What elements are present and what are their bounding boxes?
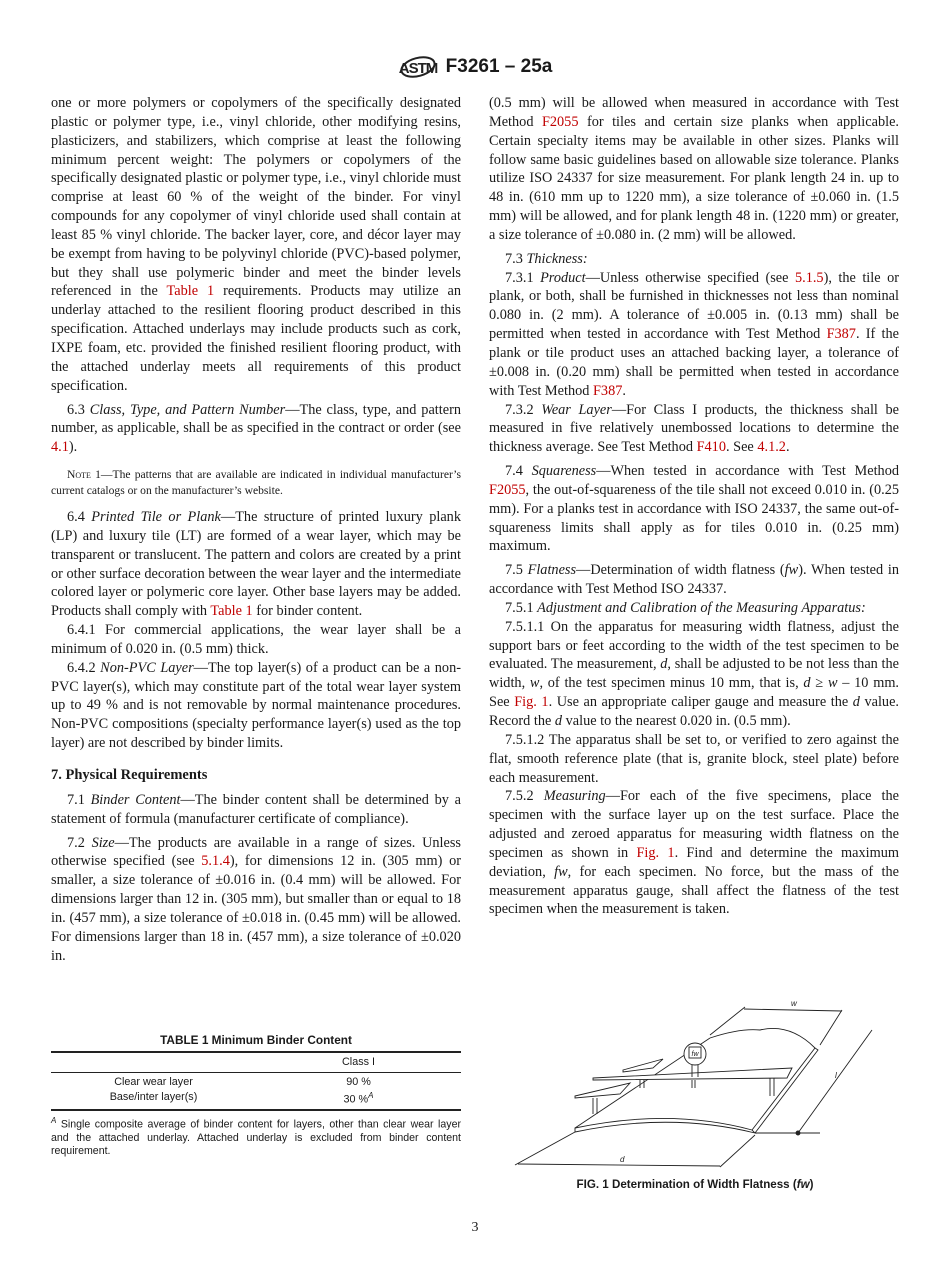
text: 6.4.2 (67, 659, 101, 676)
paragraph (489, 250, 899, 269)
italic-text: d (852, 694, 860, 711)
table-1 (51, 1033, 461, 1158)
text: 7.5 (505, 562, 528, 579)
italic-text: d (554, 713, 563, 729)
cross-reference-link[interactable]: 5.1.5 (794, 269, 824, 286)
paragraph (489, 462, 899, 556)
italic-text: w (529, 675, 540, 692)
text: (0.5 mm) will be allowed when measured in accordance with Test Method (489, 95, 899, 130)
document-designation: F3261 – 25a (445, 56, 553, 77)
text: , the out-of-squareness of the tile shall not exceed 0.010 in. (0.25 mm). For a planks test in accordance with ISO 24337, the same out-of-squareness limits shall apply as for tiles 0.010 in. (0.25 mm) maximum. (489, 481, 899, 555)
cross-reference-link[interactable]: Table 1 (210, 603, 253, 620)
gauge-label: fw (691, 1051, 699, 1058)
dimension-w-label: w (791, 999, 797, 1008)
text: , for each specimen. No force, but the mass of the measurement apparatus gauge, shall affect the flatness of the test specimen when the measurement is taken. (489, 863, 899, 918)
paragraph (51, 659, 461, 753)
text: . (785, 439, 790, 456)
text: ), the tile or plank, or both, shall be furnished in thicknesses not less than nominal 0.080 in. (2 mm). A tolerance of ±0.005 in. (0.13 mm) shall be permitted when tested in accordance with Test Method (489, 269, 899, 343)
text: . Use an appropriate caliper gauge and measure the (548, 694, 853, 711)
cross-reference-link[interactable]: 5.1.4 (201, 853, 230, 870)
text: —Unless otherwise specified (see (585, 269, 795, 286)
text: 6.4 (67, 509, 92, 526)
italic-text: Size (91, 834, 115, 851)
text: – 10 mm. See (489, 675, 900, 711)
cross-reference-link[interactable]: F2055 (541, 113, 579, 130)
text: . (622, 382, 626, 399)
table-caption: TABLE 1 Minimum Binder Content (160, 1033, 352, 1047)
dimension-d-label: d (620, 1155, 625, 1164)
page-number: 3 (471, 1220, 479, 1235)
italic-text: fw (554, 863, 568, 880)
italic-text: Squareness (531, 463, 597, 480)
table-row (51, 1073, 461, 1090)
text: —When tested in accordance with Test Method (596, 463, 899, 480)
note-label: Note (67, 468, 91, 482)
paragraph (489, 618, 899, 731)
table-row (51, 1089, 461, 1110)
paragraph (489, 787, 899, 919)
row-label: Base/inter layer(s) (51, 1089, 256, 1110)
text: 7.3.1 (505, 269, 541, 286)
paragraph (51, 834, 461, 966)
text: —The products are available in a range of sizes. Unless otherwise specified (see (51, 834, 461, 870)
cross-reference-link[interactable]: 4.1.2 (757, 439, 786, 456)
row-value: 90 % (346, 1076, 371, 1088)
italic-text: w (827, 675, 838, 692)
cross-reference-link[interactable]: 4.1 (51, 439, 69, 456)
cross-reference-link[interactable]: F410 (696, 439, 726, 456)
italic-text: fw (784, 562, 799, 579)
text: 7.3 (505, 250, 527, 267)
italic-text: d (660, 656, 668, 673)
text: one or more polymers or copolymers of the specifically designated plastic or polymer type, i.e., vinyl chloride, other modifying resins, plasticizers, and stabilizers, which comprise at least the following minimum percent weight: The polymers or copolymers of the specifically designated plastic or polymer type, i.e., vinyl chloride must comprise at least 60 % of the weight of the binder. For vinyl compounds for any copolymer of vinyl chloride used shall contain at least 85 % vinyl chloride. The backer layer, core, and décor layer may be exempt from having to be polyvinyl chloride (PVC)-based polymer, but they shall use polymeric binder and meet the binder levels referenced in the (51, 95, 461, 300)
cross-reference-link[interactable]: Fig. 1 (636, 844, 675, 861)
paragraph (489, 599, 899, 618)
paragraph (489, 731, 899, 788)
column-header: Class I (256, 1052, 461, 1073)
text: 7.1 (67, 791, 91, 808)
paragraph (51, 401, 461, 458)
binder-table (51, 1051, 461, 1111)
text: —For each of the five specimens, place the specimen with the surface layer up on the test surface. Place the adjusted and zeroed apparatus for measuring width flatness on the specimen as shown in (489, 788, 899, 861)
text: —The class, type, and pattern number, as applicable, shall be as specified in the contract or order (see (51, 401, 461, 437)
note (51, 467, 461, 498)
text: . If the plank or tile product uses an attached backing layer, a tolerance of ±0.008 in. (0.20 mm) shall be permitted when tested in accordance with Test Method (489, 326, 899, 399)
italic-text: Adjustment and Calibration of the Measuring Apparatus: (537, 599, 866, 616)
cross-reference-link[interactable]: F387 (592, 382, 623, 399)
text: , shall be adjusted to be not less than the width, (489, 656, 899, 692)
text: 7.3.2 (505, 401, 542, 418)
text: . See (725, 439, 758, 456)
section-heading (51, 766, 461, 785)
italic-text: Thickness: (526, 250, 588, 267)
text: 7.5.1 (505, 599, 538, 616)
cross-reference-link[interactable]: Fig. 1 (514, 694, 549, 711)
text: . Find and determine the maximum deviation, (489, 844, 899, 880)
text: ). When tested in accordance with Test Method ISO 24337. (489, 562, 899, 598)
text: —The binder content shall be determined by a statement of formula (manufacturer certificate of compliance). (51, 791, 461, 827)
paragraph (51, 621, 461, 659)
dimension-l-label: l (835, 1071, 837, 1080)
page-header (0, 52, 950, 82)
text: for binder content. (252, 603, 363, 620)
italic-text: Measuring (543, 788, 606, 805)
figure-caption: FIG. 1 Determination of Width Flatness (fw) (576, 1178, 814, 1191)
paragraph (489, 561, 899, 599)
text: , of the test specimen minus 10 mm, that is, (539, 675, 804, 692)
text: —For Class I products, the thickness shall be measured in five relatively unembossed locations to determine the thickness average. See Test Method (489, 401, 899, 456)
italic-text: Flatness (527, 562, 577, 579)
italic-text: Printed Tile or Plank (91, 509, 221, 526)
italic-text: Non-PVC Layer (100, 659, 194, 676)
italic-text: Class, Type, and Pattern Number (89, 401, 286, 418)
text: requirements. Products may utilize an underlay attached to the resilient flooring product described in this specification. Attached underlays may include products such as cork, IXPE foam, etc. provided the finished resilient flooring product, with the attached underlay meets all requirements of this product specification. (51, 283, 461, 394)
paragraph (489, 269, 899, 401)
astm-logo-icon (398, 52, 438, 82)
text: 7. Physical Requirements (51, 767, 208, 783)
paragraph (51, 791, 461, 829)
text: 7.5.1.2 The apparatus shall be set to, or verified to zero against the flat, smooth reference plate (that is, granite block, steel plate) before each measurement. (489, 731, 899, 786)
text: 7.5.1.1 On the apparatus for measuring width flatness, adjust the support bars or feet according to the width of the test specimen to be evaluated. The measurement, (489, 618, 899, 673)
paragraph (489, 94, 899, 245)
cross-reference-link[interactable]: F2055 (489, 481, 526, 498)
footnote-mark: A (368, 1091, 374, 1100)
italic-text: Product (540, 269, 586, 286)
text: value to the nearest 0.020 in. (0.5 mm). (562, 713, 791, 729)
svg-text:ASTM: ASTM (398, 60, 437, 77)
text: 7.4 (505, 463, 532, 480)
text: value. Record the (489, 694, 899, 729)
row-value: 30 %$^A$ (256, 1089, 461, 1110)
paragraph (51, 508, 461, 621)
paragraph (489, 401, 899, 458)
text: ), for dimensions 12 in. (305 mm) or smaller, a size tolerance of ±0.016 in. (0.4 mm) will be allowed. For dimensions larger than 12 in. (305 mm), but smaller than or equal to 18 in. (457 mm), a size tolerance of ±0.018 in. (0.45 mm) will be allowed. For dimensions larger than 18 in. (457 mm), a size tolerance of ±0.020 in. (51, 853, 461, 964)
width-flatness-diagram (480, 990, 910, 1175)
text: —The structure of printed luxury plank (LP) and luxury tile (LT) are formed of a wear layer, which may be transparent or translucent. The pattern and colors are created by a print or other surface decoration between the wear layer and the intermediate colored layer or polymeric core layer. Other base layers may be added. Products shall comply with (51, 509, 461, 620)
figure-1 (480, 990, 910, 1200)
right-column (489, 94, 899, 919)
italic-text: Binder Content (90, 791, 181, 808)
cross-reference-link[interactable]: Table 1 (166, 283, 215, 300)
text: 7.2 (67, 834, 92, 851)
text: ). (68, 439, 78, 456)
table-header-row (51, 1052, 461, 1073)
text: —The top layer(s) of a product can be a non-PVC layer(s), which may constitute part of the total wear layer system up to 49 % and is not removable by normal maintenance procedures. Non-PVC compositions (specialty performance layer(s) used as the top layer) are not described by binder limits. (51, 659, 461, 752)
cross-reference-link[interactable]: F387 (826, 326, 856, 343)
italic-text: Wear Layer (541, 401, 612, 418)
text: ≥ (810, 675, 828, 692)
table-footnote: $^A$ Single composite average of binder content for layers, other than clear wear layer and the attached underlay. Attached underlay is excluded from binder content requirement. (51, 1115, 461, 1157)
left-column (51, 94, 461, 965)
text: 6.4.1 For commercial applications, the wear layer shall be a minimum of 0.020 in. (0.5 mm) thick. (51, 622, 461, 657)
row-label: Clear wear layer (114, 1076, 193, 1088)
text: 7.5.2 (505, 788, 544, 805)
italic-text: d (803, 675, 811, 692)
text: 1—The patterns that are available are indicated in individual manufacturer’s current catalogs or on the manufacturer’s website. (51, 468, 461, 497)
text: —Determination of width flatness ( (576, 562, 785, 579)
text: 6.3 (67, 401, 90, 418)
text: for tiles and certain size planks when applicable. Certain specialty items may be available in other sizes. Planks will follow same basic guidelines based on allowable size tolerance. Planks utilize ISO 24337 for size measurement. For plank length 24 in. up to 48 in. (610 mm up to 1220 mm), a size tolerance of ±0.060 in. (1.5 mm) will be allowed, and for plank length 48 in. (1220 mm) or greater, a size tolerance of ±0.080 in. (2 mm) will be allowed. (489, 113, 899, 243)
paragraph (51, 94, 461, 396)
